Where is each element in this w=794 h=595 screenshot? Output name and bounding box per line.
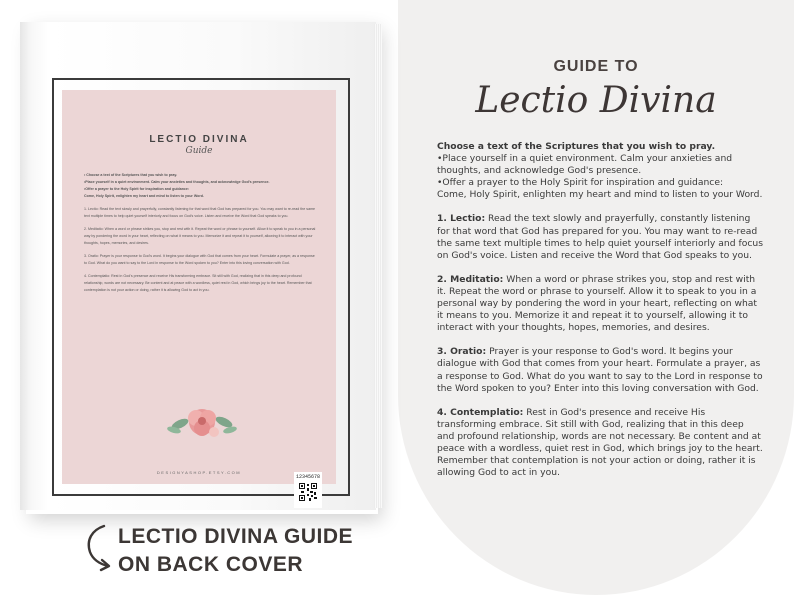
caption-line-1: LECTIO DIVINA GUIDE <box>118 525 354 548</box>
flower-illustration <box>162 402 242 442</box>
book-step: 1. Lectio: Read the text slowly and prayerfully, constantly listening for that word that God has prepared for you. You may want to re-read the same text multiple times to help quiet yourself interiorly and focus on God's voice. Listen and receive the Word that God speaks to you. <box>84 207 316 218</box>
book-subtitle: Guide <box>185 146 213 156</box>
guide-text <box>437 141 763 491</box>
book-intro-line: • Choose a text of the Scriptures that you wish to pray. <box>84 173 178 177</box>
book-step: 2. Meditatio: When a word or phrase strikes you, stop and rest with it. Repeat the word or phrase to yourself. Allow it to speak to you in a personal way by pondering the word in your heart, reflecting on what it means to you. Memorize it and repeat it to yourself, allowing it to interact with your thoughts, hopes, memories, and desires. <box>84 227 316 245</box>
step-label: 1. Lectio: <box>437 213 486 225</box>
book-intro-line: •Place yourself in a quiet environment. Calm your anxieties and thoughts, and acknowledge God's presence. <box>84 180 270 184</box>
step-text: Read the text slowly and prayerfully, constantly listening for that word that God has prepared for you. You may want to re-read the same text multiple times to help quiet yourself interiorly and focus on God's voice. Listen and receive the Word that God speaks to you. <box>437 213 763 261</box>
guide-intro-line: •Place yourself in a quiet environment. Calm your anxieties and thoughts, and acknowledge God's presence. <box>437 153 733 177</box>
qr-barcode-icon <box>298 482 318 502</box>
book-intro <box>84 172 316 200</box>
step-text: When a word or phrase strikes you, stop and rest with it. Repeat the word or phrase to yourself. Allow it to speak to you in a personal way by pondering the word in your heart, reflecting on what it means to you. Memorize it and repeat it to yourself, allowing it to interact with your thoughts, hopes, memories, and desires. <box>437 273 758 334</box>
guide-step-contemplatio <box>437 407 763 480</box>
barcode-number: 12345678 <box>295 474 320 480</box>
book-title: LECTIO DIVINA <box>149 134 249 145</box>
guide-intro-line: •Offer a prayer to the Holy Spirit for inspiration and guidance: <box>437 177 724 189</box>
guide-intro <box>437 141 763 201</box>
caption-line-2: ON BACK COVER <box>118 553 304 576</box>
book-step: 3. Oratio: Prayer is your response to God's word. It begins your dialogue with God that comes from your heart. Formulate a prayer, as a response to God. What do you want to say to the Lord in response to the Word spoken to you? Enter into this loving conversation with God. <box>84 254 315 265</box>
heading-lectio-divina: Lectio Divina <box>475 80 717 121</box>
book-mockup <box>20 22 376 510</box>
book-body <box>84 172 316 300</box>
book-intro-line: Come, Holy Spirit, enlighten my heart and mind to listen to your Word. <box>84 194 204 198</box>
guide-step-lectio <box>437 213 763 261</box>
book-step: 4. Contemplatio: Rest in God's presence and receive His transforming embrace. Sit still with God, realizing that in this deep and profound relationship, words are not necessary. Be content and at peace with a wordless, quiet rest in God, which brings joy to the heart. Remember that contemplation is not your action or doing, rather it is allowing God to act in you. <box>84 274 312 292</box>
step-label: 2. Meditatio: <box>437 273 504 285</box>
book-page-edge <box>374 24 382 508</box>
curved-arrow-icon <box>82 522 114 572</box>
heading-guide-to: GUIDE TO <box>553 58 639 75</box>
guide-intro-line: Choose a text of the Scriptures that you wish to pray. <box>437 141 716 152</box>
step-label: 4. Contemplatio: <box>437 406 524 418</box>
barcode-box <box>294 472 322 508</box>
guide-intro-line: Come, Holy Spirit, enlighten my heart and mind to listen to your Word. <box>437 189 763 201</box>
book-intro-line: •Offer a prayer to the Holy Spirit for inspiration and guidance: <box>84 187 190 191</box>
shop-url: DESIGNYASHOP.ETSY.COM <box>156 470 242 475</box>
step-label: 3. Oratio: <box>437 346 487 358</box>
step-text: Prayer is your response to God's word. It begins your dialogue with God that comes from your heart. Formulate a prayer, as a response to God. What do you want to say to the Lord in response to the Word spoken to you? Enter into this loving conversation with God. <box>437 346 763 394</box>
step-text: Rest in God's presence and receive His transforming embrace. Sit still with God, realizing that in this deep and profound relationship, words are not necessary. Be content and at peace with a wordless, quiet rest in God, which brings joy to the heart. Remember that contemplation is not your action or doing, rather it is allowing God to act in you. <box>437 406 763 479</box>
guide-step-oratio <box>437 346 763 394</box>
guide-step-meditatio <box>437 274 763 334</box>
pink-guide-panel <box>62 90 336 484</box>
